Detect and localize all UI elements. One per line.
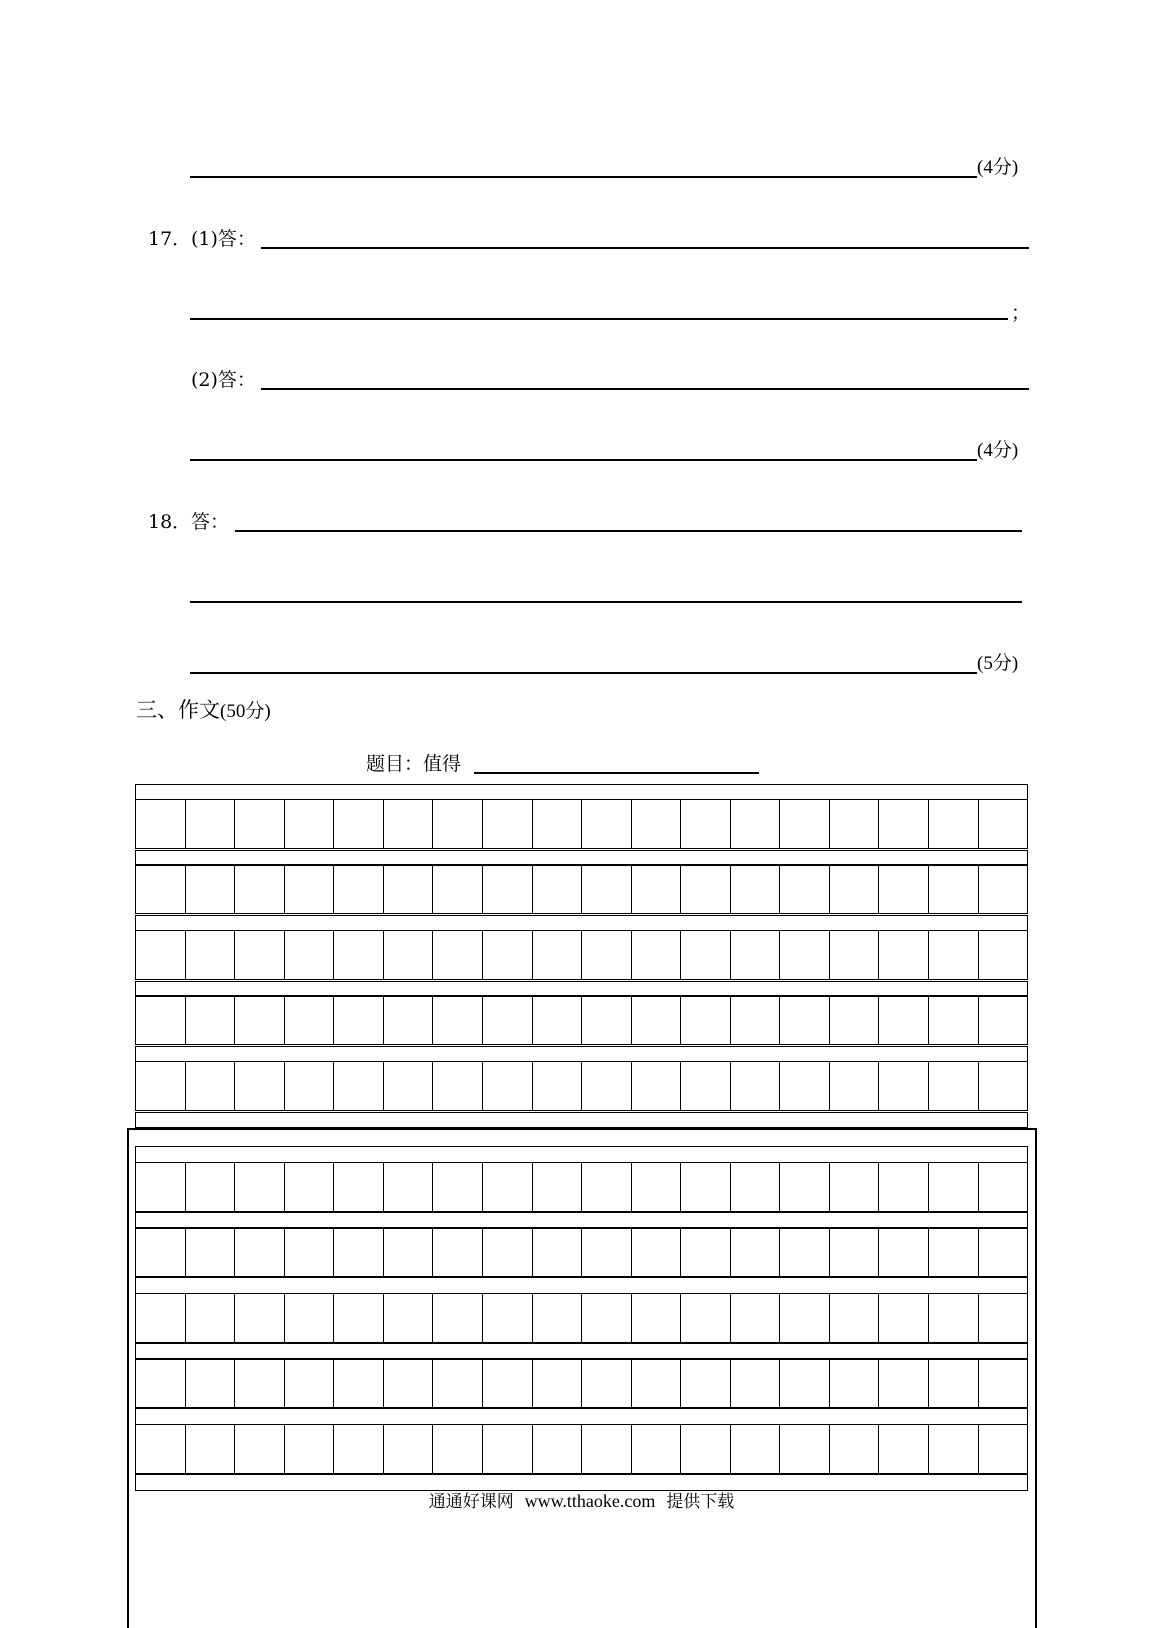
grid-cell[interactable]: [433, 1062, 483, 1110]
grid-cell[interactable]: [285, 931, 335, 979]
answer-line[interactable]: [190, 176, 977, 178]
grid-cell[interactable]: [533, 1062, 583, 1110]
answer-line[interactable]: [235, 530, 1022, 532]
grid-cell[interactable]: [136, 931, 186, 979]
answer-line[interactable]: [190, 318, 1008, 320]
grid-cell[interactable]: [780, 1062, 830, 1110]
grid-cell[interactable]: [136, 1062, 186, 1110]
grid-cell[interactable]: [483, 931, 533, 979]
grid-cell[interactable]: [235, 931, 285, 979]
grid-cell[interactable]: [929, 931, 979, 979]
grid-cell[interactable]: [334, 800, 384, 848]
grid-cell[interactable]: [879, 1062, 929, 1110]
grid-cell[interactable]: [879, 865, 929, 913]
grid-cell[interactable]: [929, 800, 979, 848]
grid-cell[interactable]: [979, 1062, 1028, 1110]
grid-cell[interactable]: [780, 865, 830, 913]
grid-cell[interactable]: [830, 996, 880, 1044]
grid-cell[interactable]: [186, 931, 236, 979]
grid-cell[interactable]: [830, 800, 880, 848]
grid-row: [135, 799, 1028, 849]
grid-cell[interactable]: [235, 800, 285, 848]
grid-row: [135, 930, 1028, 980]
grid-cell[interactable]: [334, 996, 384, 1044]
grid-cell[interactable]: [879, 996, 929, 1044]
grid-cell[interactable]: [731, 1062, 781, 1110]
score-label: (5分): [977, 653, 1019, 674]
question-17-part1-label: (1)答：: [191, 228, 256, 250]
question-18-number: 18．: [148, 511, 192, 533]
answer-line[interactable]: [261, 388, 1029, 390]
grid-cell[interactable]: [334, 865, 384, 913]
answer-line[interactable]: [190, 672, 977, 674]
grid-row: [135, 995, 1028, 1045]
grid-cell[interactable]: [830, 865, 880, 913]
grid-cell[interactable]: [235, 1062, 285, 1110]
grid-cell[interactable]: [186, 996, 236, 1044]
grid-cell[interactable]: [879, 800, 929, 848]
grid-cell[interactable]: [433, 996, 483, 1044]
grid-cell[interactable]: [433, 800, 483, 848]
grid-cell[interactable]: [483, 1062, 533, 1110]
grid-cell[interactable]: [285, 996, 335, 1044]
question-17-number: 17．: [148, 228, 192, 250]
grid-cell[interactable]: [285, 1062, 335, 1110]
grid-spacer-band: [135, 1112, 1028, 1128]
grid-cell[interactable]: [533, 800, 583, 848]
footer-site-name: 通通好课网: [428, 1492, 514, 1512]
grid-cell[interactable]: [186, 865, 236, 913]
grid-cell[interactable]: [681, 996, 731, 1044]
page-frame: [127, 1128, 1037, 1628]
grid-cell[interactable]: [731, 865, 781, 913]
grid-cell[interactable]: [285, 865, 335, 913]
grid-cell[interactable]: [929, 1062, 979, 1110]
grid-cell[interactable]: [384, 865, 434, 913]
semicolon-mark: ；: [1011, 302, 1031, 324]
grid-cell[interactable]: [483, 865, 533, 913]
answer-line[interactable]: [261, 247, 1029, 249]
footer-url[interactable]: www.tthaoke.com: [524, 1491, 656, 1511]
grid-cell[interactable]: [830, 931, 880, 979]
grid-cell[interactable]: [334, 931, 384, 979]
grid-cell[interactable]: [929, 996, 979, 1044]
grid-cell[interactable]: [136, 865, 186, 913]
grid-cell[interactable]: [186, 800, 236, 848]
grid-cell[interactable]: [632, 865, 682, 913]
essay-points: (50分): [220, 701, 271, 722]
grid-cell[interactable]: [186, 1062, 236, 1110]
footer-credit: [0, 1487, 1163, 1512]
essay-title-label: 题目：值得: [366, 753, 462, 775]
grid-cell[interactable]: [582, 996, 632, 1044]
grid-row: [135, 864, 1028, 914]
grid-cell[interactable]: [334, 1062, 384, 1110]
grid-cell[interactable]: [533, 931, 583, 979]
grid-cell[interactable]: [533, 865, 583, 913]
grid-cell[interactable]: [879, 931, 929, 979]
grid-cell[interactable]: [632, 996, 682, 1044]
grid-cell[interactable]: [582, 1062, 632, 1110]
grid-cell[interactable]: [483, 996, 533, 1044]
essay-title-line[interactable]: [474, 772, 759, 774]
grid-cell[interactable]: [136, 800, 186, 848]
grid-cell[interactable]: [433, 931, 483, 979]
grid-cell[interactable]: [979, 800, 1028, 848]
grid-cell[interactable]: [780, 931, 830, 979]
grid-cell[interactable]: [582, 800, 632, 848]
score-label: (4分): [977, 157, 1019, 178]
grid-cell[interactable]: [780, 996, 830, 1044]
grid-cell[interactable]: [533, 996, 583, 1044]
essay-heading: [136, 699, 271, 723]
grid-cell[interactable]: [384, 996, 434, 1044]
grid-row: [135, 1061, 1028, 1111]
grid-cell[interactable]: [830, 1062, 880, 1110]
grid-cell[interactable]: [632, 800, 682, 848]
grid-cell[interactable]: [780, 800, 830, 848]
grid-cell[interactable]: [384, 1062, 434, 1110]
footer-suffix: 提供下载: [666, 1492, 735, 1512]
grid-cell[interactable]: [929, 865, 979, 913]
grid-cell[interactable]: [384, 931, 434, 979]
question-17-part2-label: (2)答：: [191, 369, 256, 391]
question-18-label: 答：: [191, 511, 230, 533]
grid-cell[interactable]: [433, 865, 483, 913]
grid-cell[interactable]: [979, 865, 1028, 913]
grid-cell[interactable]: [681, 865, 731, 913]
grid-cell[interactable]: [731, 996, 781, 1044]
grid-cell[interactable]: [235, 996, 285, 1044]
answer-line[interactable]: [190, 601, 1022, 603]
grid-cell[interactable]: [632, 1062, 682, 1110]
score-label: (4分): [977, 440, 1019, 461]
grid-cell[interactable]: [582, 931, 632, 979]
grid-cell[interactable]: [235, 865, 285, 913]
grid-cell[interactable]: [731, 800, 781, 848]
grid-cell[interactable]: [285, 800, 335, 848]
grid-cell[interactable]: [384, 800, 434, 848]
essay-heading-text: 三、作文: [136, 698, 220, 722]
grid-cell[interactable]: [136, 996, 186, 1044]
grid-cell[interactable]: [632, 931, 682, 979]
grid-cell[interactable]: [582, 865, 632, 913]
grid-cell[interactable]: [483, 800, 533, 848]
grid-cell[interactable]: [681, 800, 731, 848]
grid-cell[interactable]: [681, 1062, 731, 1110]
grid-cell[interactable]: [681, 931, 731, 979]
grid-cell[interactable]: [979, 996, 1028, 1044]
grid-cell[interactable]: [731, 931, 781, 979]
grid-cell[interactable]: [979, 931, 1028, 979]
answer-line[interactable]: [190, 459, 977, 461]
